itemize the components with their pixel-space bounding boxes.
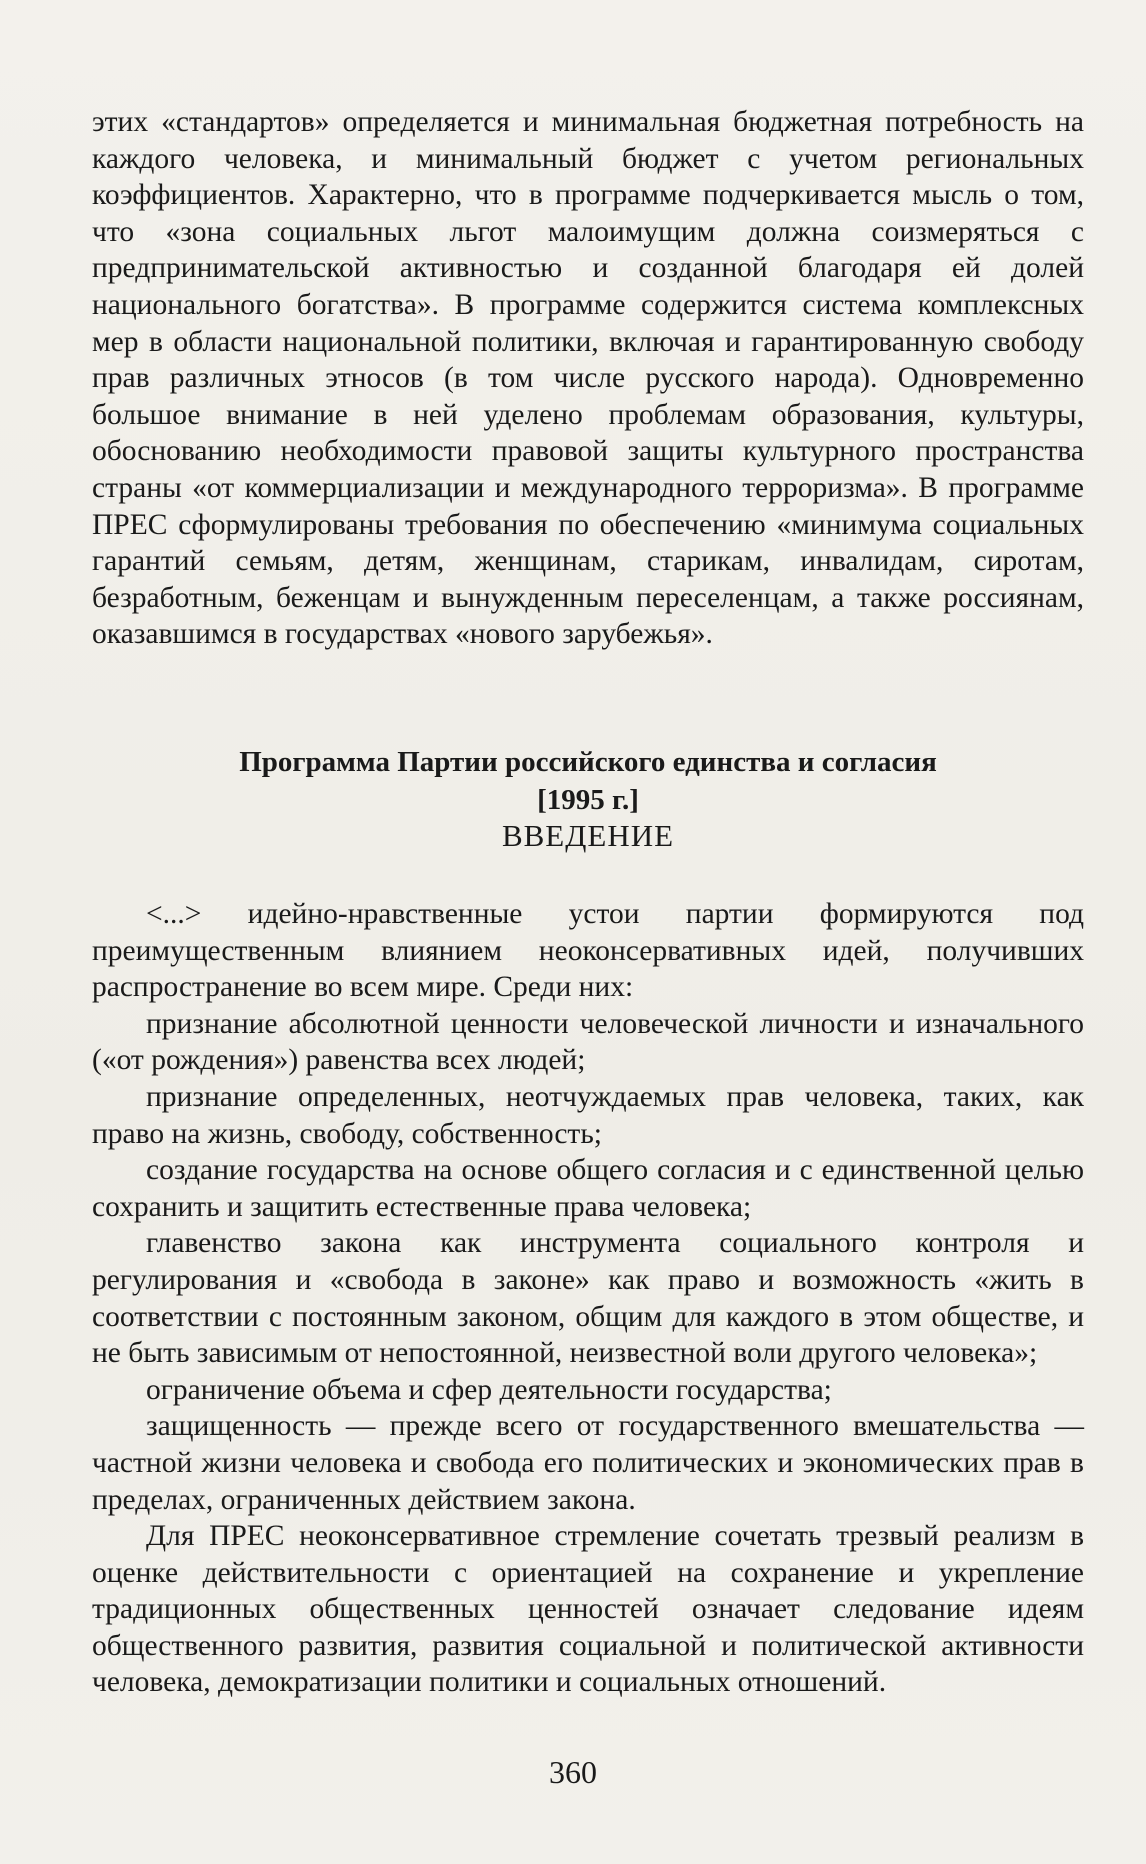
paragraph: <...> идейно-нравственные устои партии формируются под преимущественным влиянием неоконсервативных идей, получивших распространение во всем мире. Среди них: [92, 898, 1084, 1004]
program-year: [1995 г.] [537, 784, 639, 816]
list-item: создание государства на основе общего согласия и с единственной целью сохранить и защитить естественные права человека; [92, 1154, 1084, 1223]
program-title: Программа Партии российского единства и согласия [239, 746, 937, 778]
section-heading: ВВЕДЕНИЕ [501, 818, 675, 853]
page-number: 360 [549, 1754, 597, 1790]
list-item: признание абсолютной ценности человеческой личности и изначального («от рождения») равенства всех людей; [92, 1007, 1084, 1077]
list-item: защищенность — прежде всего от государственного вмешательства — частной жизни человека и свобода его политических и экономических прав в пределах, ограниченных действием закона. [92, 1410, 1084, 1516]
list-item: главенство закона как инструмента социального контроля и регулирования и «свобода в законе» как право и возможность «жить в соответствии с постоянным законом, общим для каждого в этом обществе, и не быть зависимым от непостоянной, неизвестной воли другого человека»; [92, 1227, 1084, 1370]
list-item: ограничение объема и сфер деятельности государства; [146, 1373, 832, 1406]
list-item: признание определенных, неотчуждаемых прав человека, таких, как право на жизнь, свободу, собственность; [92, 1080, 1084, 1150]
program-text [92, 896, 1084, 1701]
continued-text [92, 104, 1084, 653]
paragraph: этих «стандартов» определяется и минимальная бюджетная потребность на каждого человека, и минимальный бюджет с учетом региональных коэффициентов. Характерно, что в программе подчеркивается мысль о том, что «зона социальных льгот малоимущим должна соизмеряться с предпринимательской активностью и созданной благодаря ей долей национального богатства». В программе содержится система комплексных мер в области национальной политики, включая и гарантированную свободу прав различных этносов (в том числе русского народа). Одновременно большое внимание в ней уделено проблемам образования, культуры, обоснованию необходимости правовой защиты культурного пространства страны «от коммерциализации и международного терроризма». В программе ПРЕС сформулированы требования по обеспечению «минимума социальных гарантий семьям, детям, женщинам, старикам, инвалидам, сиротам, безработным, беженцам и вынужденным переселенцам, а также россиянам, оказавшимся в государствах «нового зарубежья». [92, 106, 1084, 651]
paragraph: Для ПРЕС неоконсервативное стремление сочетать трезвый реализм в оценке действительности с ориентацией на сохранение и укрепление традиционных общественных ценностей означает следование идеям общественного развития, развития социальной и политической активности человека, демократизации политики и социальных отношений. [92, 1520, 1084, 1699]
